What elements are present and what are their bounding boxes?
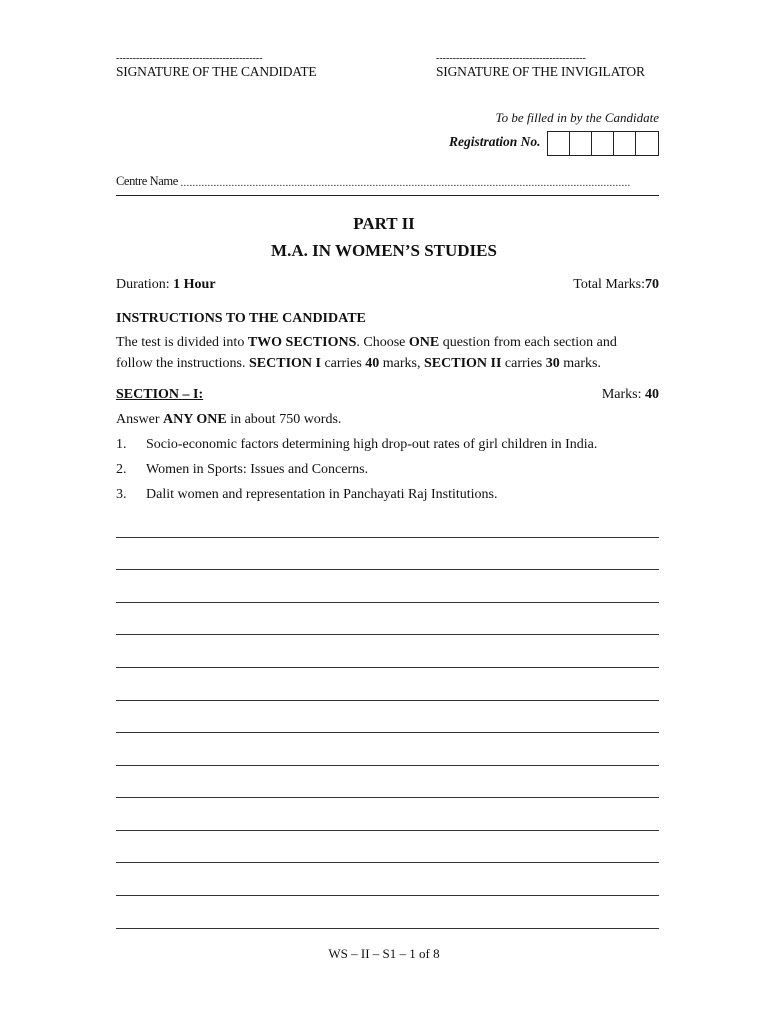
instructions-paragraph bbox=[116, 333, 661, 374]
registration-digit-box[interactable] bbox=[636, 132, 658, 155]
answer-writing-line[interactable] bbox=[116, 569, 659, 570]
question-text: Socio-economic factors determining high drop-out rates of girl children in India. bbox=[146, 437, 598, 452]
invigilator-signature-line: --------------------------------------------- bbox=[436, 54, 586, 64]
answer-writing-line[interactable] bbox=[116, 797, 659, 798]
registration-number-boxes[interactable] bbox=[547, 131, 659, 156]
answer-writing-line[interactable] bbox=[116, 830, 659, 831]
total-marks-label: Total Marks: bbox=[573, 277, 645, 292]
programme-title: M.A. IN WOMEN’S STUDIES bbox=[271, 241, 497, 260]
registration-digit-box[interactable] bbox=[570, 132, 592, 155]
question-item bbox=[116, 485, 497, 505]
answer-writing-line[interactable] bbox=[116, 700, 659, 701]
centre-name-label: Centre Name bbox=[116, 174, 178, 188]
registration-digit-box[interactable] bbox=[614, 132, 636, 155]
centre-name-row[interactable] bbox=[116, 174, 659, 189]
answer-writing-line[interactable] bbox=[116, 667, 659, 668]
part-title: PART II bbox=[353, 214, 415, 233]
duration-value: 1 Hour bbox=[173, 277, 216, 292]
section-1-marks bbox=[602, 385, 659, 405]
question-item bbox=[116, 435, 597, 455]
page-footer-code: WS – II – S1 – 1 of 8 bbox=[328, 946, 440, 961]
candidate-signature-label: SIGNATURE OF THE CANDIDATE bbox=[116, 64, 317, 79]
question-number: 3. bbox=[116, 487, 127, 502]
centre-name-leader: ...................................................................................................................................................... bbox=[180, 178, 631, 189]
total-marks bbox=[573, 275, 659, 295]
section-1-answer-instruction: Answer ANY ONE in about 750 words. bbox=[116, 412, 342, 427]
answer-writing-line[interactable] bbox=[116, 602, 659, 603]
answer-writing-line[interactable] bbox=[116, 862, 659, 863]
invigilator-signature-label: SIGNATURE OF THE INVIGILATOR bbox=[436, 64, 645, 79]
answer-writing-line[interactable] bbox=[116, 732, 659, 733]
question-text: Dalit women and representation in Panchayati Raj Institutions. bbox=[146, 487, 498, 502]
answer-writing-line[interactable] bbox=[116, 928, 659, 929]
registration-label: Registration No. bbox=[449, 134, 541, 149]
instructions-line-1: The test is divided into TWO SECTIONS. Choose ONE question from each section and bbox=[116, 335, 617, 350]
instructions-heading: INSTRUCTIONS TO THE CANDIDATE bbox=[116, 311, 366, 326]
answer-writing-line[interactable] bbox=[116, 895, 659, 896]
total-marks-value: 70 bbox=[645, 277, 659, 292]
instructions-line-2: follow the instructions. SECTION I carries 40 marks, SECTION II carries 30 marks. bbox=[116, 356, 601, 371]
question-item bbox=[116, 460, 368, 480]
question-text: Women in Sports: Issues and Concerns. bbox=[146, 462, 369, 477]
duration bbox=[116, 275, 216, 295]
section-1-marks-value: 40 bbox=[645, 387, 659, 402]
registration-digit-box[interactable] bbox=[592, 132, 614, 155]
header-divider bbox=[116, 195, 659, 196]
answer-writing-line[interactable] bbox=[116, 634, 659, 635]
question-number: 1. bbox=[116, 437, 127, 452]
answer-writing-line[interactable] bbox=[116, 765, 659, 766]
answer-writing-line[interactable] bbox=[116, 537, 659, 538]
section-1-title: SECTION – I: bbox=[116, 387, 204, 402]
registration-digit-box[interactable] bbox=[548, 132, 570, 155]
duration-label: Duration: bbox=[116, 277, 170, 292]
question-number: 2. bbox=[116, 462, 127, 477]
registration-note: To be filled in by the Candidate bbox=[495, 110, 659, 125]
section-1-marks-label: Marks: bbox=[601, 387, 642, 402]
candidate-signature-line: -------------------------------------------- bbox=[116, 54, 263, 64]
